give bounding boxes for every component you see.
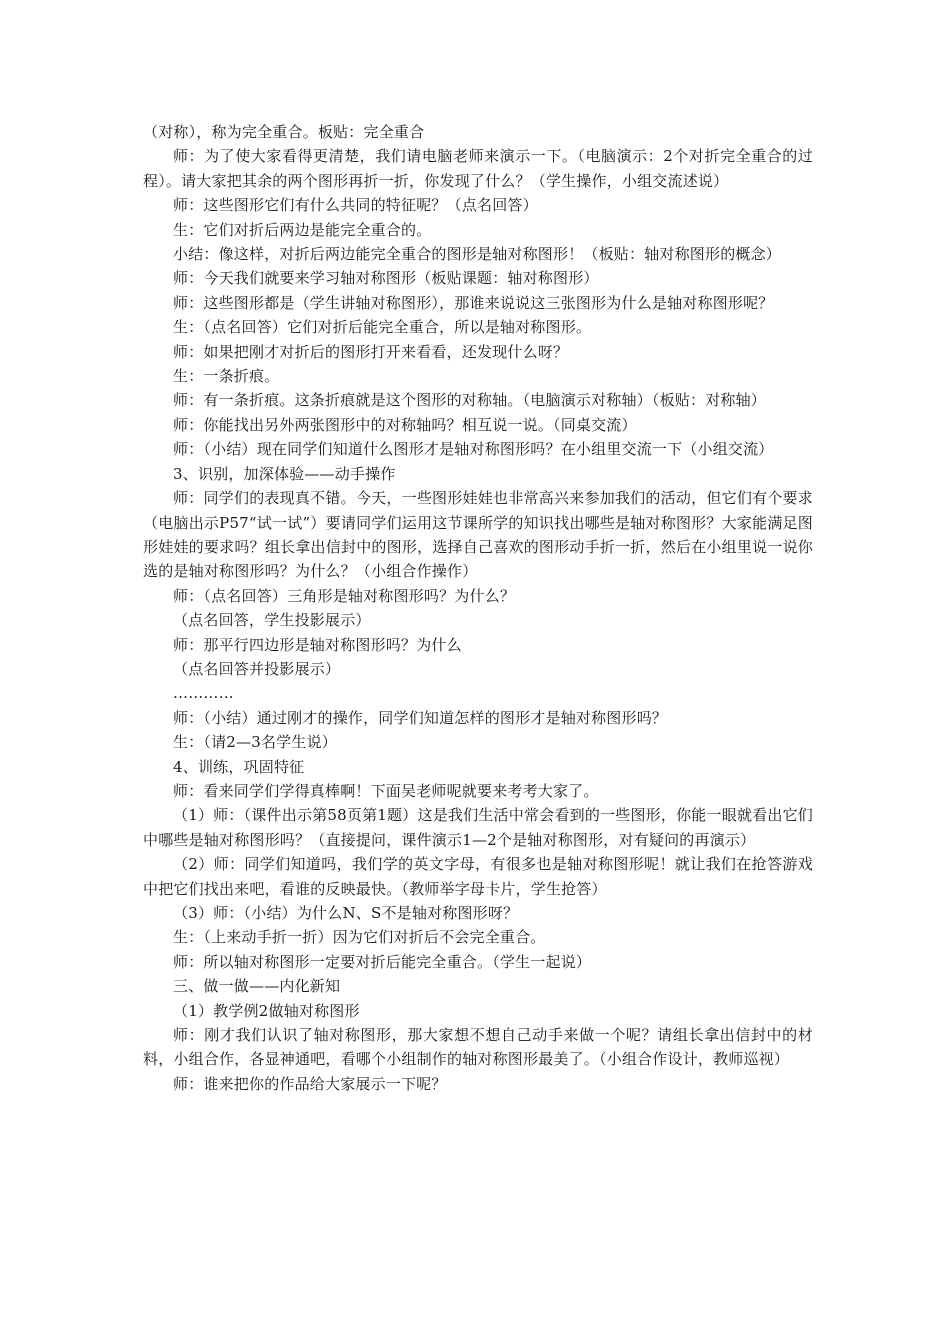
paragraph: 师：这些图形都是（学生讲轴对称图形），那谁来说说这三张图形为什么是轴对称图形呢？ [173, 293, 774, 312]
paragraph: 生：（点名回答）它们对折后能完全重合，所以是轴对称图形。 [173, 318, 592, 337]
paragraph: （2）师：同学们知道吗，我们学的英文字母，有很多也是轴对称图形呢！就让我们在抢答游戏中把它们找出来吧，看谁的反映最快。（教师举字母卡片，学生抢答） [143, 855, 813, 898]
section-heading: 三、做一做——内化新知 [173, 977, 341, 996]
paragraph: 生：一条折痕。 [173, 367, 280, 386]
paragraph: 师：有一条折痕。这条折痕就是这个图形的对称轴。（电脑演示对称轴）（板贴：对称轴） [173, 391, 767, 410]
paragraph: 生：它们对折后两边是能完全重合的。 [173, 220, 432, 239]
paragraph: 师：谁来把你的作品给大家展示一下呢？ [173, 1074, 447, 1093]
paragraph: 师：所以轴对称图形一定要对折后能完全重合。（学生一起说） [173, 952, 592, 971]
paragraph: 师：你能找出另外两张图形中的对称轴吗？相互说一说。（同桌交流） [173, 415, 637, 434]
paragraph: 师：为了使大家看得更清楚，我们请电脑老师来演示一下。（电脑演示：2个对折完全重合的过程）。请大家把其余的两个图形再折一折，你发现了什么？（学生操作，小组交流述说） [143, 147, 813, 190]
ellipsis-line: ………… [173, 684, 234, 703]
document-body [143, 120, 813, 1096]
paragraph: 师：那平行四边形是轴对称图形吗？为什么 [173, 635, 462, 654]
paragraph: （点名回答，学生投影展示） [173, 611, 371, 630]
paragraph: （1）师：（课件出示第58页第1题）这是我们生活中常会看到的一些图形，你能一眼就看出它们中哪些是轴对称图形吗？（直接提问，课件演示1—2个是轴对称图形，对有疑问的再演示） [143, 806, 813, 849]
paragraph: 师：（小结）现在同学们知道什么图形才是轴对称图形吗？在小组里交流一下（小组交流） [173, 440, 774, 459]
paragraph: 师：（点名回答）三角形是轴对称图形吗？为什么？ [173, 586, 516, 605]
paragraph: 师：（小结）通过刚才的操作，同学们知道怎样的图形才是轴对称图形吗？ [173, 708, 668, 727]
paragraph: （点名回答并投影展示） [173, 659, 341, 678]
paragraph: 生：（请2—3名学生说） [173, 733, 337, 752]
paragraph: 师：这些图形它们有什么共同的特征呢？（点名回答） [173, 196, 538, 215]
paragraph: 小结：像这样，对折后两边能完全重合的图形是轴对称图形！（板贴：轴对称图形的概念） [173, 245, 782, 264]
paragraph: （1）教学例2做轴对称图形 [173, 1001, 360, 1020]
paragraph: 生：（上来动手折一折）因为它们对折后不会完全重合。 [173, 928, 546, 947]
section-heading: 4、训练，巩固特征 [173, 757, 305, 776]
paragraph: 师：如果把刚才对折后的图形打开来看看，还发现什么呀？ [173, 342, 569, 361]
paragraph: 师：刚才我们认识了轴对称图形，那大家想不想自己动手来做一个呢？请组长拿出信封中的材料，小组合作，各显神通吧，看哪个小组制作的轴对称图形最美了。（小组合作设计，教师巡视） [143, 1026, 813, 1069]
paragraph: 师：今天我们就要来学习轴对称图形（板贴课题：轴对称图形） [173, 269, 599, 288]
paragraph: （对称），称为完全重合。板贴：完全重合 [143, 123, 425, 141]
section-heading: 3、识别，加深体验——动手操作 [173, 464, 396, 483]
paragraph: 师：同学们的表现真不错。今天，一些图形娃娃也非常高兴来参加我们的活动，但它们有个要求（电脑出示P57“试一试”）要请同学们运用这节课所学的知识找出哪些是轴对称图形？大家能满足图形娃娃的要求吗？组长拿出信封中的图形，选择自己喜欢的图形动手折一折，然后在小组里说一说你选的是轴对称图形吗？为什么？（小组合作操作） [143, 489, 813, 581]
paragraph: 师：看来同学们学得真棒啊！下面吴老师呢就要来考考大家了。 [173, 781, 599, 800]
paragraph: （3）师：（小结）为什么N、S不是轴对称图形呀？ [173, 904, 519, 922]
